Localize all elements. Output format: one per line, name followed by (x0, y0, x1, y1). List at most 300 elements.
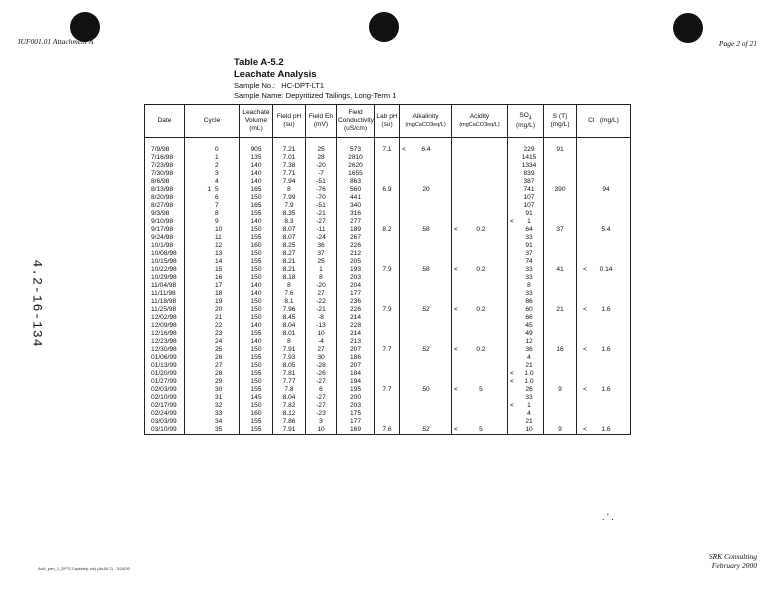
cell-field-eh: -13 (306, 322, 337, 330)
cell-chloride (577, 250, 631, 258)
table-row (145, 154, 631, 162)
cell-so4: 741 (508, 186, 544, 194)
cell-acidity: < 0.2 (452, 306, 508, 314)
cell-chloride (577, 234, 631, 242)
cell-so4: < 1.0 (508, 370, 544, 378)
cell-so4: 33 (508, 234, 544, 242)
cell-date: 01/20/99 (145, 370, 185, 378)
cell-alkalinity: 58 (400, 266, 452, 274)
cell-volume: 905 (240, 146, 273, 154)
cell-so4: 37 (508, 250, 544, 258)
cell-field-ph: 8.45 (273, 314, 306, 322)
cell-sulfur (544, 298, 577, 306)
cell-acidity (452, 178, 508, 186)
cell-conductivity: 863 (337, 178, 375, 186)
footer-company (709, 552, 757, 570)
cell-date: 02/24/99 (145, 410, 185, 418)
cell-volume: 140 (240, 218, 273, 226)
cell-acidity (452, 298, 508, 306)
cell-date: 9/10/98 (145, 218, 185, 226)
cell-sulfur (544, 370, 577, 378)
cell-lab-ph (375, 330, 400, 338)
cell-chloride: 94 (577, 186, 631, 194)
cell-date: 02/03/99 (145, 386, 185, 394)
cell-acidity (452, 410, 508, 418)
cell-sulfur (544, 314, 577, 322)
cell-alkalinity (400, 210, 452, 218)
cell-field-eh: -22 (306, 298, 337, 306)
cell-alkalinity (400, 362, 452, 370)
cell-cycle: 27 (185, 362, 240, 370)
cell-conductivity: 204 (337, 282, 375, 290)
table-row (145, 338, 631, 346)
cell-cycle: 32 (185, 402, 240, 410)
cell-date: 12/02/98 (145, 314, 185, 322)
cell-volume: 150 (240, 402, 273, 410)
cell-field-ph: 7.96 (273, 306, 306, 314)
cell-lab-ph (375, 162, 400, 170)
cell-chloride (577, 402, 631, 410)
cell-lab-ph: 7.6 (375, 426, 400, 435)
cell-alkalinity (400, 322, 452, 330)
cell-sulfur: 9 (544, 426, 577, 435)
cell-volume: 140 (240, 178, 273, 186)
cell-lab-ph: 7.7 (375, 386, 400, 394)
cell-volume: 140 (240, 338, 273, 346)
cell-sulfur (544, 290, 577, 298)
cell-lab-ph (375, 362, 400, 370)
cell-cycle: 28 (185, 370, 240, 378)
cell-volume: 155 (240, 258, 273, 266)
col-date-header: Date (145, 105, 185, 138)
cell-so4: 387 (508, 178, 544, 186)
cell-alkalinity: 58 (400, 226, 452, 234)
cell-cycle: 1 (185, 154, 240, 162)
cell-sulfur (544, 410, 577, 418)
col-conductivity-header: Field Conductivity (uS/cm) (337, 105, 375, 138)
cell-field-eh: 3 (306, 418, 337, 426)
cell-conductivity: 236 (337, 298, 375, 306)
cell-date: 01/27/99 (145, 378, 185, 386)
cell-conductivity: 203 (337, 274, 375, 282)
cell-date: 10/1/98 (145, 242, 185, 250)
cell-acidity (452, 218, 508, 226)
cell-acidity (452, 354, 508, 362)
cell-acidity (452, 202, 508, 210)
cell-alkalinity (400, 178, 452, 186)
table-row (145, 410, 631, 418)
table-row (145, 202, 631, 210)
cell-cycle: 24 (185, 338, 240, 346)
cell-volume: 150 (240, 266, 273, 274)
cell-volume: 150 (240, 362, 273, 370)
cell-field-eh: -70 (306, 194, 337, 202)
cell-volume: 150 (240, 314, 273, 322)
cell-chloride (577, 282, 631, 290)
table-row (145, 378, 631, 386)
cell-chloride (577, 394, 631, 402)
cell-cycle: 15 (185, 266, 240, 274)
cell-date: 7/23/98 (145, 162, 185, 170)
cell-so4: 839 (508, 170, 544, 178)
cell-chloride (577, 330, 631, 338)
cell-lab-ph (375, 290, 400, 298)
table-body (145, 138, 631, 435)
cell-sulfur: 390 (544, 186, 577, 194)
cell-chloride: < 1.6 (577, 426, 631, 435)
cell-acidity (452, 154, 508, 162)
cell-sulfur: 16 (544, 346, 577, 354)
cell-date: 11/18/98 (145, 298, 185, 306)
cell-chloride (577, 194, 631, 202)
cell-field-eh: 25 (306, 146, 337, 154)
cell-field-ph: 7.81 (273, 370, 306, 378)
cell-alkalinity (400, 194, 452, 202)
cell-chloride (577, 354, 631, 362)
cell-sulfur (544, 250, 577, 258)
cell-date: 9/24/98 (145, 234, 185, 242)
col-alkalinity-header: Alkalinity (mgCaCO3eq/L) (400, 105, 452, 138)
cell-volume: 145 (240, 394, 273, 402)
cell-alkalinity (400, 274, 452, 282)
cell-alkalinity (400, 218, 452, 226)
cell-alkalinity (400, 410, 452, 418)
cell-sulfur: 91 (544, 146, 577, 154)
cell-field-ph: 8.35 (273, 210, 306, 218)
table-row (145, 346, 631, 354)
cell-field-ph: 7.91 (273, 426, 306, 435)
punch-hole-center (369, 12, 399, 42)
cell-so4: < 1.0 (508, 378, 544, 386)
cell-volume: 160 (240, 410, 273, 418)
cell-lab-ph: 7.7 (375, 346, 400, 354)
cell-alkalinity (400, 330, 452, 338)
cell-field-ph: 7.01 (273, 154, 306, 162)
cell-cycle: 22 (185, 322, 240, 330)
cell-so4: 91 (508, 210, 544, 218)
cell-cycle: 3 (185, 170, 240, 178)
cell-field-ph: 8.04 (273, 322, 306, 330)
cell-date: 02/17/99 (145, 402, 185, 410)
cell-alkalinity (400, 418, 452, 426)
col-volume-header: Leachate Volume (mL) (240, 105, 273, 138)
cell-field-eh: 6 (306, 386, 337, 394)
cell-conductivity: 340 (337, 202, 375, 210)
cell-conductivity: 194 (337, 378, 375, 386)
cell-field-ph: 8.01 (273, 330, 306, 338)
cell-field-ph: 8.07 (273, 234, 306, 242)
cell-cycle: 18 (185, 290, 240, 298)
table-row (145, 330, 631, 338)
cell-cycle: 33 (185, 410, 240, 418)
cell-field-eh: -24 (306, 234, 337, 242)
cell-date: 10/15/98 (145, 258, 185, 266)
cell-volume: 140 (240, 322, 273, 330)
cell-field-ph: 8 (273, 338, 306, 346)
cell-lab-ph (375, 354, 400, 362)
cell-field-ph: 8.04 (273, 394, 306, 402)
cell-acidity (452, 370, 508, 378)
cell-field-eh: 10 (306, 330, 337, 338)
cell-alkalinity (400, 370, 452, 378)
cell-lab-ph (375, 242, 400, 250)
cell-cycle: 25 (185, 346, 240, 354)
cell-conductivity: 214 (337, 330, 375, 338)
cell-field-eh: -26 (306, 370, 337, 378)
cell-conductivity: 277 (337, 218, 375, 226)
cell-sulfur (544, 210, 577, 218)
cell-alkalinity (400, 378, 452, 386)
cell-alkalinity (400, 394, 452, 402)
cell-lab-ph (375, 210, 400, 218)
cell-chloride: < 0.14 (577, 266, 631, 274)
cell-field-ph: 8.27 (273, 250, 306, 258)
cell-conductivity: 213 (337, 338, 375, 346)
cell-cycle: 21 (185, 314, 240, 322)
cell-so4: 107 (508, 194, 544, 202)
cell-chloride (577, 146, 631, 154)
col-field-eh-header: Field Eh (mV) (306, 105, 337, 138)
cell-alkalinity (400, 162, 452, 170)
cell-conductivity: 184 (337, 370, 375, 378)
page-title: Leachate Analysis (234, 69, 317, 80)
cell-date: 03/10/99 (145, 426, 185, 435)
header-left: IUF001.01 Attachment A (18, 37, 94, 46)
cell-date: 8/13/98 (145, 186, 185, 194)
cell-acidity (452, 170, 508, 178)
cell-acidity (452, 362, 508, 370)
cell-cycle: 4 (185, 178, 240, 186)
cell-lab-ph (375, 378, 400, 386)
cell-field-ph: 8 (273, 282, 306, 290)
cell-acidity (452, 418, 508, 426)
table-row (145, 306, 631, 314)
cell-conductivity: 441 (337, 194, 375, 202)
cell-field-eh: -28 (306, 362, 337, 370)
cell-lab-ph (375, 370, 400, 378)
cell-field-ph: 8.21 (273, 266, 306, 274)
cell-conductivity: 200 (337, 394, 375, 402)
cell-alkalinity: 52 (400, 346, 452, 354)
cell-chloride (577, 314, 631, 322)
cell-so4: 66 (508, 314, 544, 322)
table-row (145, 394, 631, 402)
cell-sulfur (544, 354, 577, 362)
cell-field-eh: 1 (306, 266, 337, 274)
cell-so4: 21 (508, 362, 544, 370)
cell-field-eh: -11 (306, 226, 337, 234)
cell-chloride (577, 338, 631, 346)
cell-sulfur: 41 (544, 266, 577, 274)
col-so4-header: $SO_4$ (mg/L) (508, 105, 544, 138)
cell-acidity (452, 378, 508, 386)
cell-alkalinity (400, 250, 452, 258)
cell-field-ph: 7.9 (273, 202, 306, 210)
cell-field-ph: 7.91 (273, 346, 306, 354)
cell-field-ph: 8.07 (273, 226, 306, 234)
cell-acidity: < 5 (452, 386, 508, 394)
cell-volume: 155 (240, 370, 273, 378)
cell-volume: 135 (240, 154, 273, 162)
cell-lab-ph (375, 338, 400, 346)
cell-cycle: 35 (185, 426, 240, 435)
cell-acidity (452, 322, 508, 330)
cell-conductivity: 1655 (337, 170, 375, 178)
cell-conductivity: 177 (337, 418, 375, 426)
cell-sulfur (544, 258, 577, 266)
cell-sulfur: 9 (544, 386, 577, 394)
sample-name: Sample Name: Depyritized Tailings, Long-Term 1 (234, 91, 397, 100)
cell-cycle: 31 (185, 394, 240, 402)
cell-alkalinity: 20 (400, 186, 452, 194)
cell-lab-ph: 8.2 (375, 226, 400, 234)
table-row (145, 386, 631, 394)
cell-so4: 49 (508, 330, 544, 338)
cell-chloride (577, 258, 631, 266)
cell-alkalinity (400, 354, 452, 362)
cell-cycle: 19 (185, 298, 240, 306)
cell-so4: 26 (508, 386, 544, 394)
cell-sulfur: 21 (544, 306, 577, 314)
cell-acidity (452, 274, 508, 282)
cell-lab-ph (375, 274, 400, 282)
cell-conductivity: 203 (337, 402, 375, 410)
table-row (145, 290, 631, 298)
cell-so4: 45 (508, 322, 544, 330)
cell-field-eh: 10 (306, 426, 337, 435)
table-row (145, 242, 631, 250)
cell-cycle: 23 (185, 330, 240, 338)
cell-volume: 150 (240, 274, 273, 282)
cell-cycle: 7 (185, 202, 240, 210)
cell-so4: 107 (508, 202, 544, 210)
cell-alkalinity (400, 202, 452, 210)
cell-conductivity: 316 (337, 210, 375, 218)
cell-conductivity: 207 (337, 362, 375, 370)
cell-conductivity: 207 (337, 346, 375, 354)
cell-field-eh: -27 (306, 394, 337, 402)
cell-so4: 91 (508, 242, 544, 250)
cell-date: 8/27/98 (145, 202, 185, 210)
cell-conductivity: 177 (337, 290, 375, 298)
cell-date: 11/25/98 (145, 306, 185, 314)
cell-lab-ph: 6.9 (375, 186, 400, 194)
cell-alkalinity (400, 242, 452, 250)
table-row (145, 234, 631, 242)
cell-acidity (452, 210, 508, 218)
cell-field-ph: 8 (273, 186, 306, 194)
cell-so4: < 1 (508, 402, 544, 410)
cell-sulfur (544, 178, 577, 186)
cell-acidity: < 0.2 (452, 266, 508, 274)
col-acidity-header: Acidity (mgCaCO3eq/L) (452, 105, 508, 138)
cell-alkalinity (400, 154, 452, 162)
table-row (145, 418, 631, 426)
cell-so4: 64 (508, 226, 544, 234)
cell-date: 02/10/99 (145, 394, 185, 402)
cell-conductivity: 226 (337, 306, 375, 314)
cell-chloride (577, 362, 631, 370)
table-row (145, 354, 631, 362)
cell-volume: 155 (240, 426, 273, 435)
cell-acidity (452, 186, 508, 194)
cell-cycle: 13 (185, 250, 240, 258)
cell-conductivity: 560 (337, 186, 375, 194)
cell-field-eh: 27 (306, 290, 337, 298)
cell-volume: 160 (240, 242, 273, 250)
cell-sulfur (544, 330, 577, 338)
cell-cycle: 29 (185, 378, 240, 386)
cell-field-ph: 8.12 (273, 410, 306, 418)
cell-date: 7/9/98 (145, 146, 185, 154)
cell-acidity (452, 402, 508, 410)
cell-chloride (577, 410, 631, 418)
cell-field-eh: -76 (306, 186, 337, 194)
cell-acidity (452, 290, 508, 298)
cell-alkalinity (400, 258, 452, 266)
cell-date: 01/06/99 (145, 354, 185, 362)
cell-alkalinity: 52 (400, 306, 452, 314)
cell-chloride (577, 162, 631, 170)
cell-sulfur (544, 402, 577, 410)
table-row (145, 402, 631, 410)
cell-sulfur (544, 218, 577, 226)
cell-lab-ph (375, 314, 400, 322)
cell-cycle: 2 (185, 162, 240, 170)
cell-sulfur (544, 274, 577, 282)
cell-acidity: < 5 (452, 426, 508, 435)
cell-conductivity: 212 (337, 250, 375, 258)
cell-conductivity: 189 (337, 226, 375, 234)
cell-sulfur (544, 194, 577, 202)
cell-lab-ph (375, 322, 400, 330)
cell-conductivity: 228 (337, 322, 375, 330)
cell-cycle: 11 (185, 234, 240, 242)
cell-lab-ph (375, 250, 400, 258)
cell-volume: 150 (240, 298, 273, 306)
cell-field-eh: 8 (306, 274, 337, 282)
col-lab-ph-header: Lab pH (su) (375, 105, 400, 138)
cell-field-eh: 36 (306, 242, 337, 250)
cell-field-eh: -51 (306, 178, 337, 186)
col-cycle-header: Cycle (185, 105, 240, 138)
cell-alkalinity: 50 (400, 386, 452, 394)
cell-so4: 1415 (508, 154, 544, 162)
cell-conductivity: 2620 (337, 162, 375, 170)
cell-chloride (577, 218, 631, 226)
cell-sulfur (544, 154, 577, 162)
cell-volume: 155 (240, 210, 273, 218)
cell-volume: 140 (240, 170, 273, 178)
cell-field-ph: 7.94 (273, 178, 306, 186)
cell-conductivity: 267 (337, 234, 375, 242)
cell-acidity (452, 146, 508, 154)
cell-acidity (452, 258, 508, 266)
scan-marks: . ' . (602, 512, 614, 522)
cell-date: 12/16/98 (145, 330, 185, 338)
cell-so4: 33 (508, 394, 544, 402)
cell-date: 9/3/98 (145, 210, 185, 218)
table-row (145, 162, 631, 170)
cell-acidity: < 0.2 (452, 226, 508, 234)
cell-so4: 229 (508, 146, 544, 154)
table-row (145, 274, 631, 282)
cell-field-ph: 7.86 (273, 418, 306, 426)
cell-field-ph: 8.25 (273, 242, 306, 250)
cell-acidity (452, 330, 508, 338)
cell-chloride (577, 322, 631, 330)
cell-chloride: 5.4 (577, 226, 631, 234)
